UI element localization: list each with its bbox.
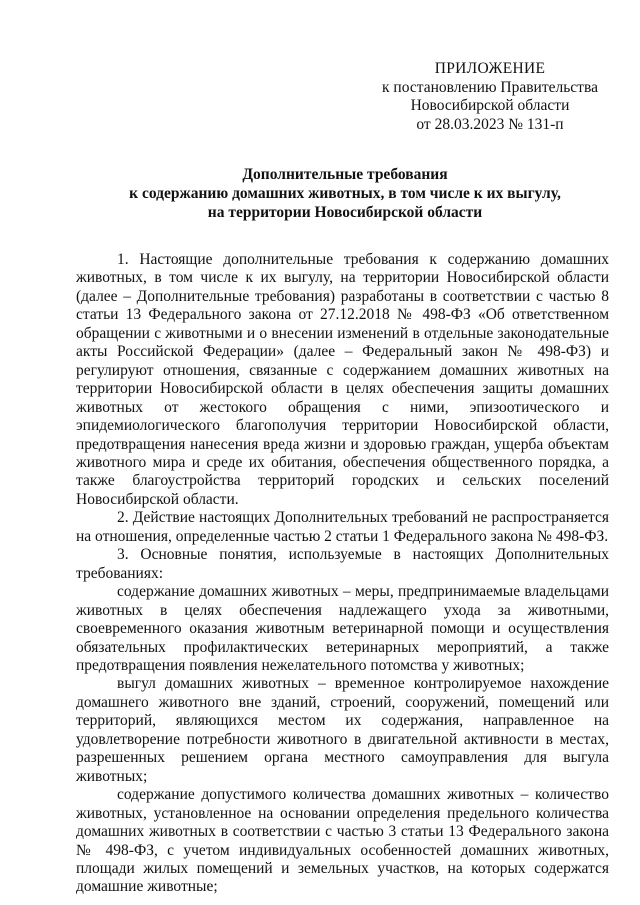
appendix-title: ПРИЛОЖЕНИЕ [434, 60, 546, 77]
appendix-line-date-number: от 28.03.2023 № 131-п [416, 115, 564, 133]
paragraph-2: 2. Действие настоящих Дополнительных требований не распространяется на отношения, определенные частью 2 статьи 1 Федерального закона № 498-ФЗ. [76, 509, 609, 545]
document-title [40, 165, 640, 222]
title-line-1: Дополнительные требования [242, 166, 448, 183]
appendix-line-resolution: к постановлению Правительства [382, 78, 598, 96]
paragraph-1: 1. Настоящие дополнительные требования к содержанию домашних животных, в том числе к их выгулу, на территории Новосибирской области (далее – Дополнительные требования) разработаны в соответствии с частью 8 статьи 13 Федерального закона от 27.12.2018 № 498-ФЗ «Об ответственном обращении с животными и о внесении изменений в отдельные законодательные акты Российской Федерации» (далее – Федеральный закон № 498-ФЗ) и регулируют отношения, связанные с содержанием домашних животных на территории Новосибирской области в целях обеспечения защиты домашних животных от жестокого обращения с ними, эпизоотического и эпидемиологического благополучия территории Новосибирской области, предотвращения нанесения вреда жизни и здоровью граждан, ущерба объектам животного мира и среде их обитания, обеспечения общественного порядка, а также благоустройства территорий городских и сельских поселений Новосибирской области. [76, 251, 609, 508]
definition-allowed-quantity: содержание допустимого количества домашних животных – количество животных, установленное на основании определения предельного количества домашних животных в соответствии с частью 3 статьи 13 Федерального закона № 498-ФЗ, с учетом индивидуальных особенностей домашних животных, площади жилых помещений и земельных участков, на которых содержатся домашние животные; [76, 786, 609, 896]
title-line-2: к содержанию домашних животных, в том числе к их выгулу, [129, 185, 561, 202]
title-line-3: на территории Новосибирской области [207, 204, 483, 221]
document-body [76, 251, 609, 897]
appendix-line-region: Новосибирской области [410, 97, 570, 114]
definition-keeping: содержание домашних животных – меры, предпринимаемые владельцами животных в целях обеспечения надлежащего ухода за животными, своевременного оказания животным ветеринарной помощи и осуществления обязательных профилактических ветеринарных мероприятий, а также предотвращения появления нежелательного потомства у животных; [76, 583, 609, 674]
paragraph-3: 3. Основные понятия, используемые в настоящих Дополнительных требованиях: [76, 546, 609, 582]
definition-walking: выгул домашних животных – временное контролируемое нахождение домашнего животного вне зданий, строений, сооружений, помещений или территорий, являющихся местом их содержания, направленное на удовлетворение потребности животного в двигательной активности в местах, разрешенных решением органа местного самоуправления для выгула животных; [76, 675, 609, 785]
approval-block [380, 60, 600, 134]
